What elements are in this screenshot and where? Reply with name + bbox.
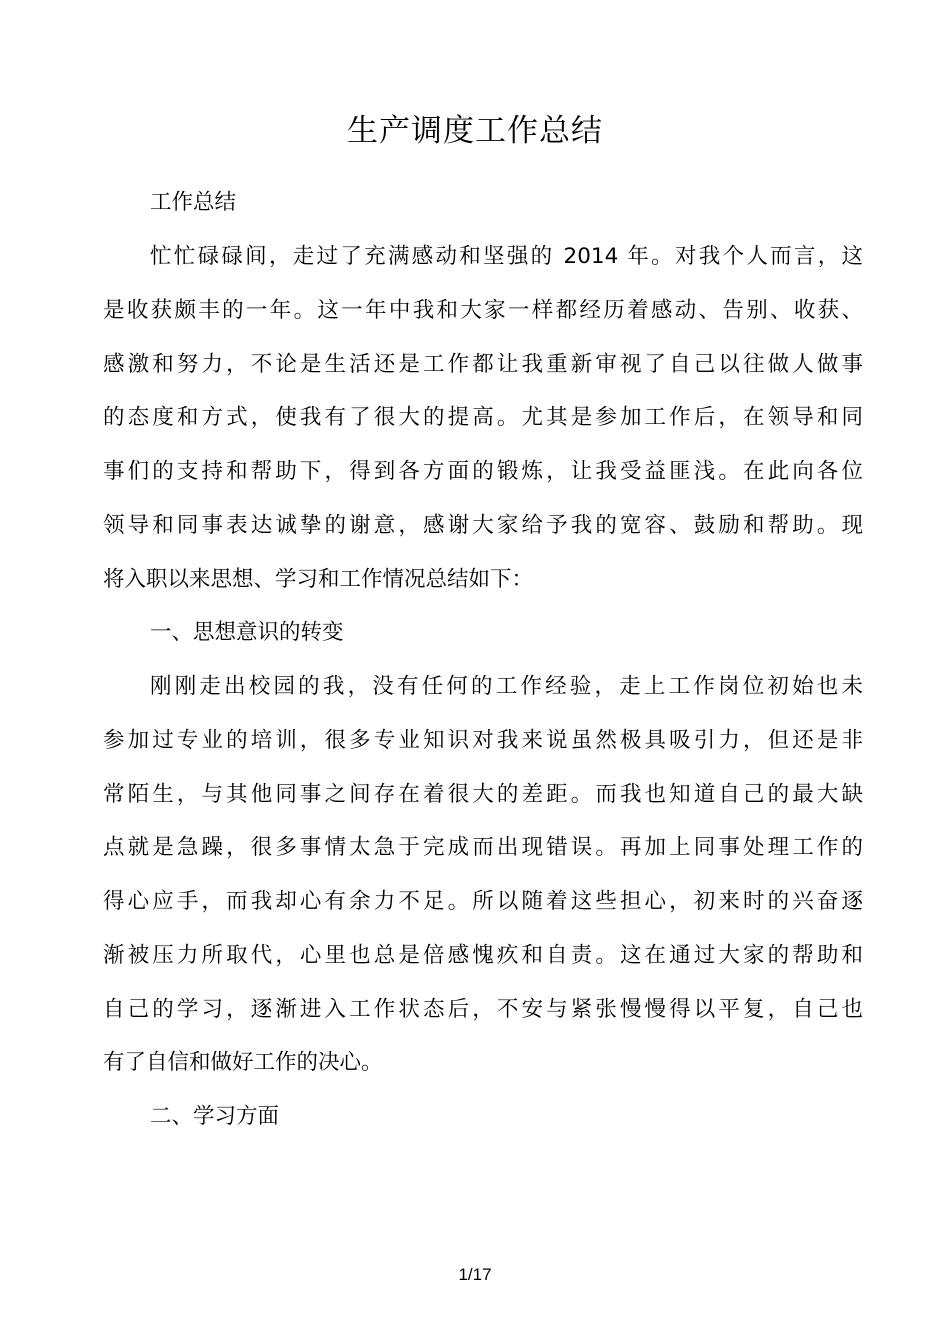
paragraph-line: 得心应手，而我却心有余力不足。所以随着这些担心，初来时的兴奋逐 (103, 889, 863, 914)
section-label: 工作总结 (150, 190, 237, 215)
paragraph-line: 忙忙碌碌间，走过了充满感动和坚强的 2014 年。对我个人而言，这 (150, 244, 863, 269)
paragraph-line: 感激和努力，不论是生活还是工作都让我重新审视了自己以往做人做事 (103, 352, 863, 377)
paragraph-line: 自己的学习，逐渐进入工作状态后，不安与紧张慢慢得以平复，自己也 (103, 997, 863, 1022)
paragraph-line: 事们的支持和帮助下，得到各方面的锻炼，让我受益匪浅。在此向各位 (103, 459, 863, 484)
paragraph-line: 的态度和方式，使我有了很大的提高。尤其是参加工作后，在领导和同 (103, 405, 863, 430)
paragraph-line: 刚刚走出校园的我，没有任何的工作经验，走上工作岗位初始也未 (150, 674, 863, 699)
paragraph-line: 点就是急躁，很多事情太急于完成而出现错误。再加上同事处理工作的 (103, 835, 863, 860)
paragraph-line: 将入职以来思想、学习和工作情况总结如下： (103, 567, 534, 592)
paragraph-line: 是收获颇丰的一年。这一年中我和大家一样都经历着感动、告别、收获、 (103, 298, 863, 323)
document-title: 生产调度工作总结 (347, 113, 603, 149)
paragraph-line: 领导和同事表达诚挚的谢意，感谢大家给予我的宽容、鼓励和帮助。现 (103, 513, 863, 538)
paragraph-line: 有了自信和做好工作的决心。 (103, 1050, 383, 1075)
paragraph-line: 参加过专业的培训，很多专业知识对我来说虽然极具吸引力，但还是非 (103, 728, 863, 753)
paragraph-line: 常陌生，与其他同事之间存在着很大的差距。而我也知道自己的最大缺 (103, 782, 863, 807)
section-heading: 一、思想意识的转变 (150, 620, 344, 645)
paragraph-line: 渐被压力所取代，心里也总是倍感愧疚和自责。这在通过大家的帮助和 (103, 943, 863, 968)
page-number: 1/17 (458, 1265, 492, 1284)
section-heading: 二、学习方面 (150, 1104, 280, 1129)
